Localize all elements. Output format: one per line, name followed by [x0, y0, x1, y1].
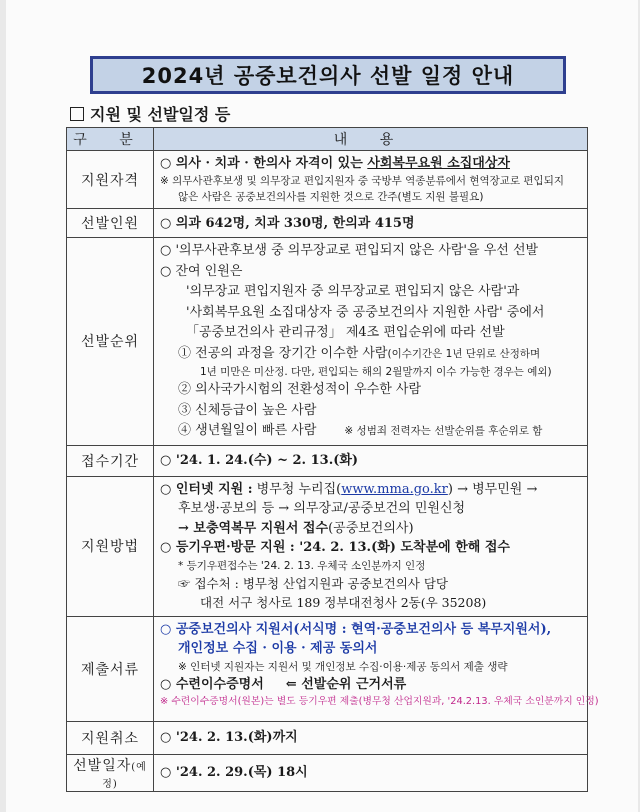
documents-reason: ⇐ 선발순위 근거서류	[285, 676, 407, 692]
announce-text: ○ '24. 2. 29.(목) 18시	[154, 754, 588, 791]
qualification-target: 사회복무요원 소집대상자	[367, 156, 510, 171]
qualification-note: ※ 의무사관후보생 및 의무장교 편입지원자 중 국방부 역종분류에서 현역장교로 편입되지	[160, 175, 564, 187]
row-label: 지원방법	[67, 476, 154, 616]
table-header-row	[67, 128, 588, 151]
table-row-qualification	[67, 151, 588, 209]
header-content: 내 용	[154, 128, 588, 151]
order-line: ○ '의무사관후보생 중 의무장교로 편입되지 않은 사람'을 우선 선발	[160, 243, 539, 258]
header-category: 구 분	[67, 128, 154, 151]
section-heading	[70, 102, 230, 125]
table-row-selection-order	[67, 238, 588, 446]
table-row-cancel	[67, 721, 588, 754]
documents-line	[160, 675, 583, 695]
section-title: 지원 및 선발일정 등	[90, 105, 231, 124]
online-text: 병무청 누리집(	[252, 481, 342, 497]
online-path-rest: (공중보건의사)	[328, 520, 414, 536]
online-text: ) → 병무민원 →	[447, 481, 538, 497]
order-item-text: ① 전공의 과정을 장기간 이수한 사람	[178, 345, 388, 361]
document-page	[6, 0, 638, 812]
row-label: 지원취소	[67, 721, 154, 754]
documents-certificate: ○ 수련이수증명서	[160, 676, 264, 692]
order-item-text: ④ 생년월일이 빠른 사람	[178, 423, 317, 438]
order-item-note: (이수기간은 1년 단위로 산정하며	[387, 347, 541, 360]
checkbox-square-icon	[70, 107, 84, 121]
documents-line: 개인정보 수집 · 이용 · 제공 동의서	[178, 641, 378, 656]
documents-pink-note: ※ 수련이수증명서(원본)는 별도 등기우편 제출(병무청 산업지원과, '24.2.13. 우체국 소인분까지 인정)	[160, 696, 599, 707]
row-label: 지원자격	[67, 151, 154, 209]
mma-link[interactable]: www.mma.go.kr	[341, 481, 448, 497]
documents-note: ※ 인터넷 지원자는 지원서 및 개인정보 수집·이용·제공 동의서 제출 생략	[178, 660, 508, 673]
order-line: ○ 잔여 인원은	[160, 263, 243, 279]
row-label: 제출서류	[67, 616, 154, 721]
order-item	[160, 344, 583, 365]
row-label: 선발인원	[67, 209, 154, 238]
table-row-documents	[67, 616, 588, 721]
documents-line: ○ 공중보건의사 지원서(서식명 : 현역·공중보건의사 등 복무지원서),	[160, 621, 552, 637]
qualification-line	[160, 154, 583, 173]
online-title: ○ 인터넷 지원 :	[160, 481, 253, 497]
mail-address: 대전 서구 청사로 189 정부대전청사 2동(우 35208)	[200, 595, 487, 610]
selection-count-text: ○ 의과 642명, 치과 330명, 한의과 415명	[154, 209, 588, 238]
order-line: 「공중보건의사 관리규정」 제4조 편입순위에 따라 선발	[186, 325, 505, 340]
period-text: ○ '24. 1. 24.(수) ~ 2. 13.(화)	[154, 445, 588, 476]
online-line	[160, 480, 583, 500]
order-item-note: ※ 성범죄 전력자는 선발순위를 후순위로 함	[344, 425, 543, 437]
online-path	[160, 519, 583, 539]
qualification-text: ○ 의사 · 치과 · 한의사 자격이 있는	[160, 156, 368, 171]
row-content	[154, 238, 588, 446]
row-content	[154, 616, 599, 721]
table-row-method	[67, 476, 588, 616]
announce-label: 선발일자	[73, 757, 132, 774]
order-line: '의무장교 편입지원자 중 의무장교로 편입되지 않은 사람'과	[186, 284, 520, 299]
mail-title: ○ 등기우편·방문 지원 : '24. 2. 13.(화) 도착분에 한해 접수	[160, 540, 510, 555]
mail-note: * 등기우편접수는 '24. 2. 13. 우체국 소인분까지 인정	[178, 559, 426, 572]
online-path-bold: → 보충역복무 지원서 접수	[178, 520, 329, 536]
order-item-note: 1년 미만은 미산정. 다만, 편입되는 해의 2월말까지 이수 가능한 경우는 예외)	[200, 366, 552, 378]
table-row-period	[67, 445, 588, 476]
schedule-table	[66, 127, 599, 792]
row-label: 접수기간	[67, 445, 154, 476]
order-item: ② 의사국가시험의 전환성적이 우수한 사람	[178, 382, 422, 397]
mail-address-label: ☞ 접수처 : 병무청 산업지원과 공중보건의사 담당	[178, 575, 448, 591]
row-label: 선발순위	[67, 238, 154, 446]
order-item: ③ 신체등급이 높은 사람	[178, 402, 317, 418]
announce-label-small: (예정)	[102, 761, 147, 790]
order-item	[160, 421, 583, 442]
row-label	[67, 754, 154, 791]
order-line: '사회복무요원 소집대상자 중 공중보건의사 지원한 사람' 중에서	[186, 304, 545, 320]
table-row-announce	[67, 754, 588, 791]
page-title: 2024년 공중보건의사 선발 일정 안내	[141, 64, 515, 88]
qualification-note-cont: 않은 사람은 공중보건의사를 지원한 것으로 간주(별도 지원 불필요)	[178, 191, 484, 203]
cancel-text: ○ '24. 2. 13.(화)까지	[154, 721, 588, 754]
title-box	[90, 56, 566, 94]
row-content	[154, 151, 588, 209]
row-content	[154, 476, 588, 616]
table-row-selection-count	[67, 209, 588, 238]
online-path: 후보생·공보의 등 → 의무장교/공중보건의 민원신청	[178, 501, 466, 516]
